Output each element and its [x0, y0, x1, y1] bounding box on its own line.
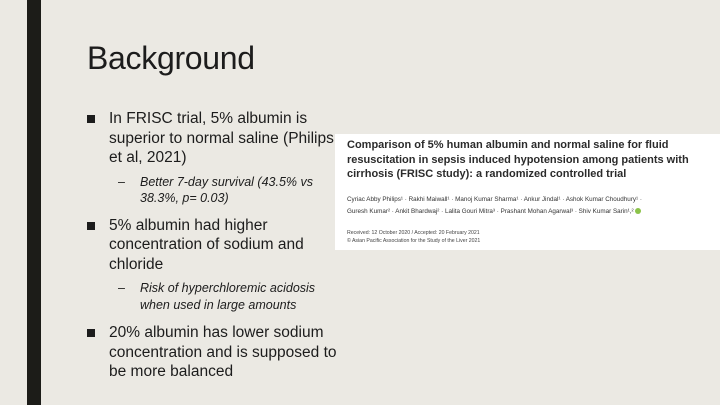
dash-icon: – — [118, 174, 125, 189]
paper-dates — [347, 230, 707, 245]
bullet-text: 5% albumin had higher concentration of sodium and chloride — [109, 216, 304, 273]
paper-title: Comparison of 5% human albumin and normal saline for fluid resuscitation in sepsis induced hypotension among patients with cirrhosis (FRISC study): a randomized controlled trial — [347, 139, 689, 180]
bullet-item — [87, 216, 337, 275]
sub-bullet-text: Better 7-day survival (43.5% vs 38.3%, p= 0.03) — [140, 174, 313, 205]
sub-bullet-item — [87, 280, 337, 313]
square-bullet-icon — [87, 329, 95, 337]
copyright-notice: © Asian Pacific Association for the Study of the Liver 2021 — [347, 237, 481, 244]
authors-line: Cyriac Abby Philips¹ · Rakhi Maiwall¹ · Manoj Kumar Sharma¹ · Ankur Jindal¹ · Ashok Kumar Choudhury¹ · — [347, 196, 643, 203]
bullet-list — [87, 109, 337, 382]
paper-header-image — [335, 134, 720, 250]
square-bullet-icon — [87, 222, 95, 230]
left-accent-bar — [27, 0, 41, 405]
authors-text: Guresh Kumar² · Ankit Bhardwaj² · Lalita Gouri Mitra³ · Prashant Mohan Agarwal³ · Shiv Kumar Sarin¹,² — [347, 207, 634, 215]
square-bullet-icon — [87, 115, 95, 123]
orcid-icon — [635, 208, 641, 214]
bullet-item — [87, 323, 337, 382]
sub-bullet-item — [87, 174, 337, 207]
bullet-item — [87, 109, 337, 168]
bullet-text: In FRISC trial, 5% albumin is superior to normal saline (Philips et al, 2021) — [109, 110, 334, 166]
slide-title: Background — [87, 40, 255, 76]
bullet-text: 20% albumin has lower sodium concentration and is supposed to be more balanced — [109, 324, 337, 380]
dash-icon: – — [118, 281, 125, 295]
authors-line — [347, 206, 717, 218]
paper-authors — [347, 194, 717, 217]
sub-bullet-text: Risk of hyperchloremic acidosis when used in large amounts — [140, 281, 316, 312]
received-date: Received: 12 October 2020 / Accepted: 20 February 2021 — [347, 230, 480, 236]
